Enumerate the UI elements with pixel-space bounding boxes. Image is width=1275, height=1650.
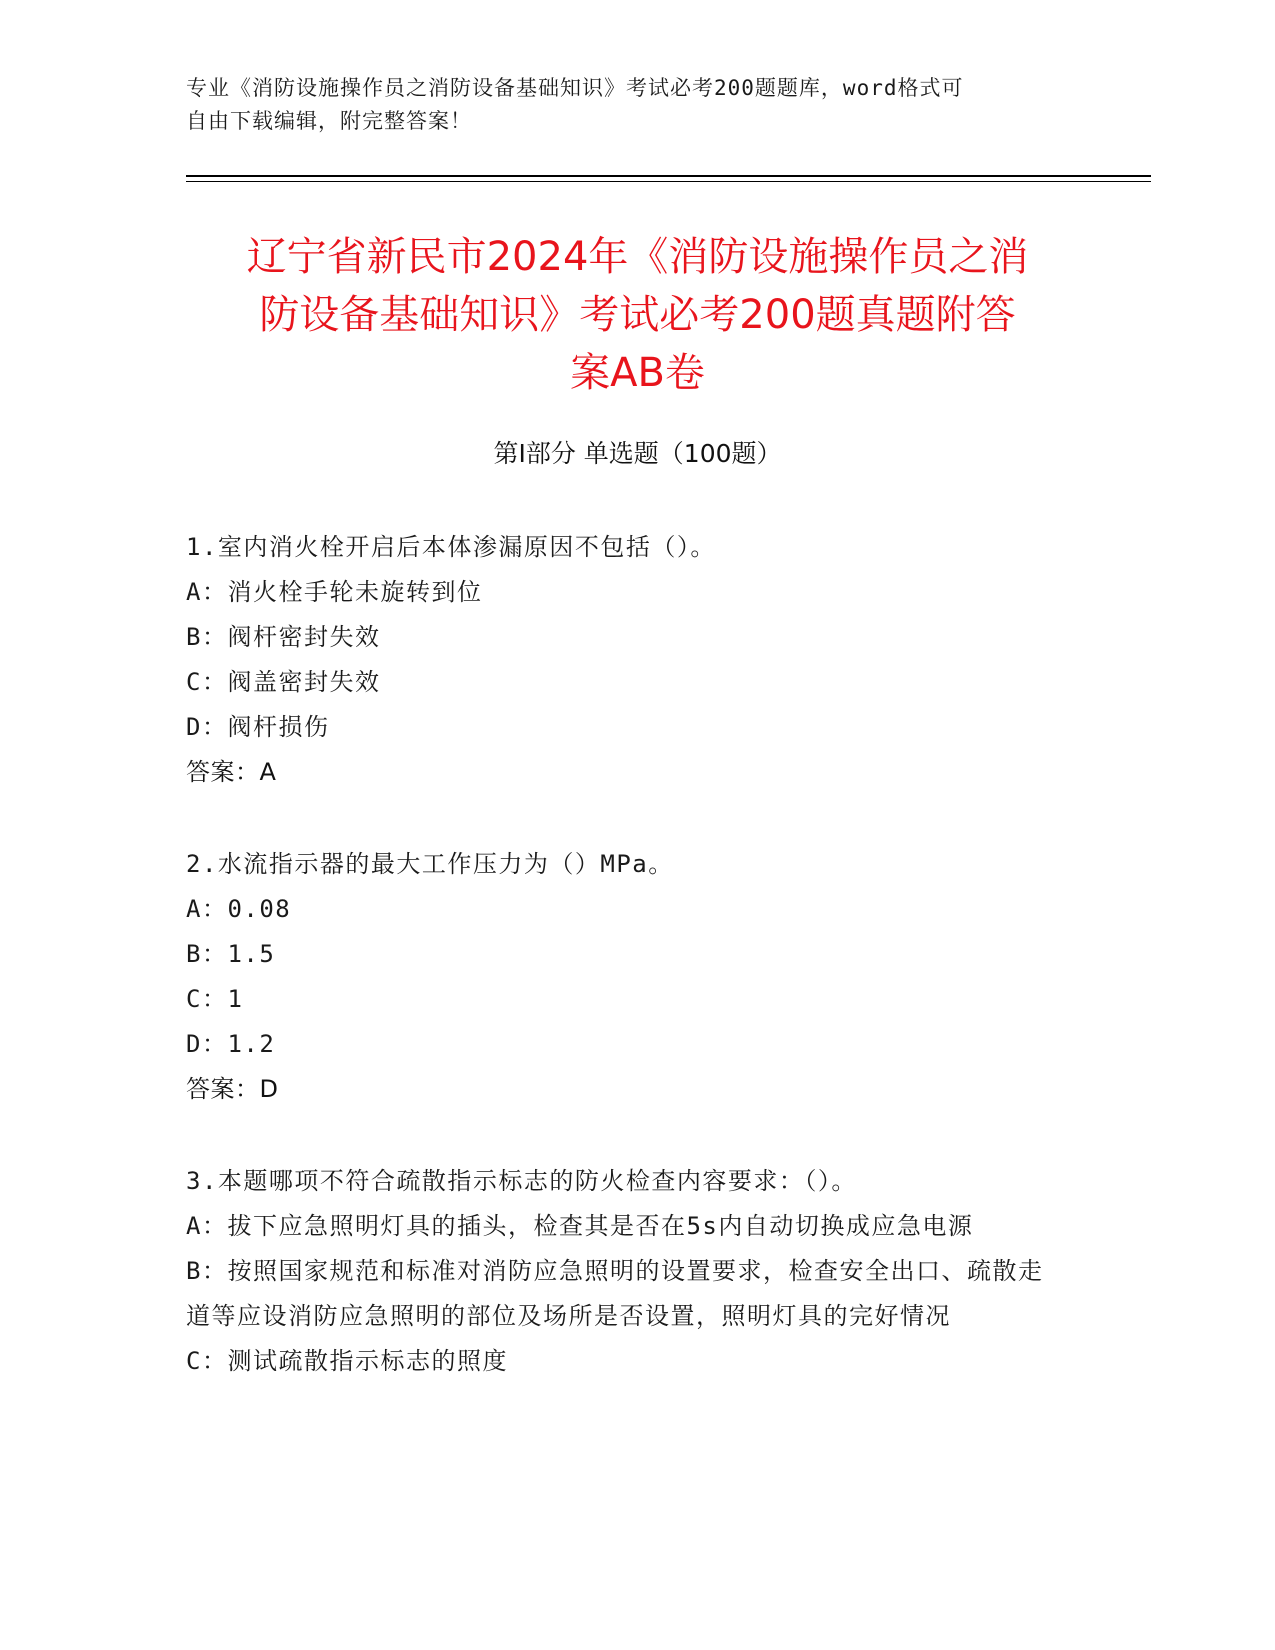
question-block [186, 1159, 1066, 1384]
question-block [186, 525, 1066, 795]
question-stem: 2.水流指示器的最大工作压力为（）MPa。 [186, 850, 674, 878]
answer-line: 答案：D [186, 1075, 279, 1103]
option-d: D：阀杆损伤 [186, 713, 330, 741]
option-b: B：1.5 [186, 940, 276, 968]
title-line: 防设备基础知识》考试必考200题真题附答 [259, 292, 1016, 338]
option-b: B：按照国家规范和标准对消防应急照明的设置要求，检查安全出口、疏散走道等应设消防应急照明的部位及场所是否设置，照明灯具的完好情况 [186, 1257, 1044, 1330]
header-divider-thin [186, 181, 1151, 182]
document-title [150, 228, 1125, 402]
question-stem: 3.本题哪项不符合疏散指示标志的防火检查内容要求：（）。 [186, 1167, 857, 1195]
section-heading: 第Ⅰ部分 单选题（100题） [493, 439, 782, 468]
option-a: A：0.08 [186, 895, 292, 923]
intro-line: 专业《消防设施操作员之消防设备基础知识》考试必考200题题库，word格式可 [186, 76, 964, 100]
option-c: C：1 [186, 985, 244, 1013]
option-a: A：拔下应急照明灯具的插头，检查其是否在5s内自动切换成应急电源 [186, 1212, 974, 1240]
question-block [186, 842, 1066, 1112]
intro-line: 自由下载编辑，附完整答案！ [186, 109, 472, 133]
document-intro [186, 72, 1066, 138]
option-c: C：测试疏散指示标志的照度 [186, 1347, 508, 1375]
title-line: 辽宁省新民市2024年《消防设施操作员之消 [246, 234, 1029, 280]
question-stem: 1.室内消火栓开启后本体渗漏原因不包括（）。 [186, 533, 716, 561]
header-divider-thick [186, 175, 1151, 177]
option-c: C：阀盖密封失效 [186, 668, 381, 696]
option-b: B：阀杆密封失效 [186, 623, 381, 651]
option-a: A：消火栓手轮未旋转到位 [186, 578, 483, 606]
title-line: 案AB卷 [570, 350, 705, 396]
answer-line: 答案：A [186, 758, 277, 786]
option-d: D：1.2 [186, 1030, 276, 1058]
